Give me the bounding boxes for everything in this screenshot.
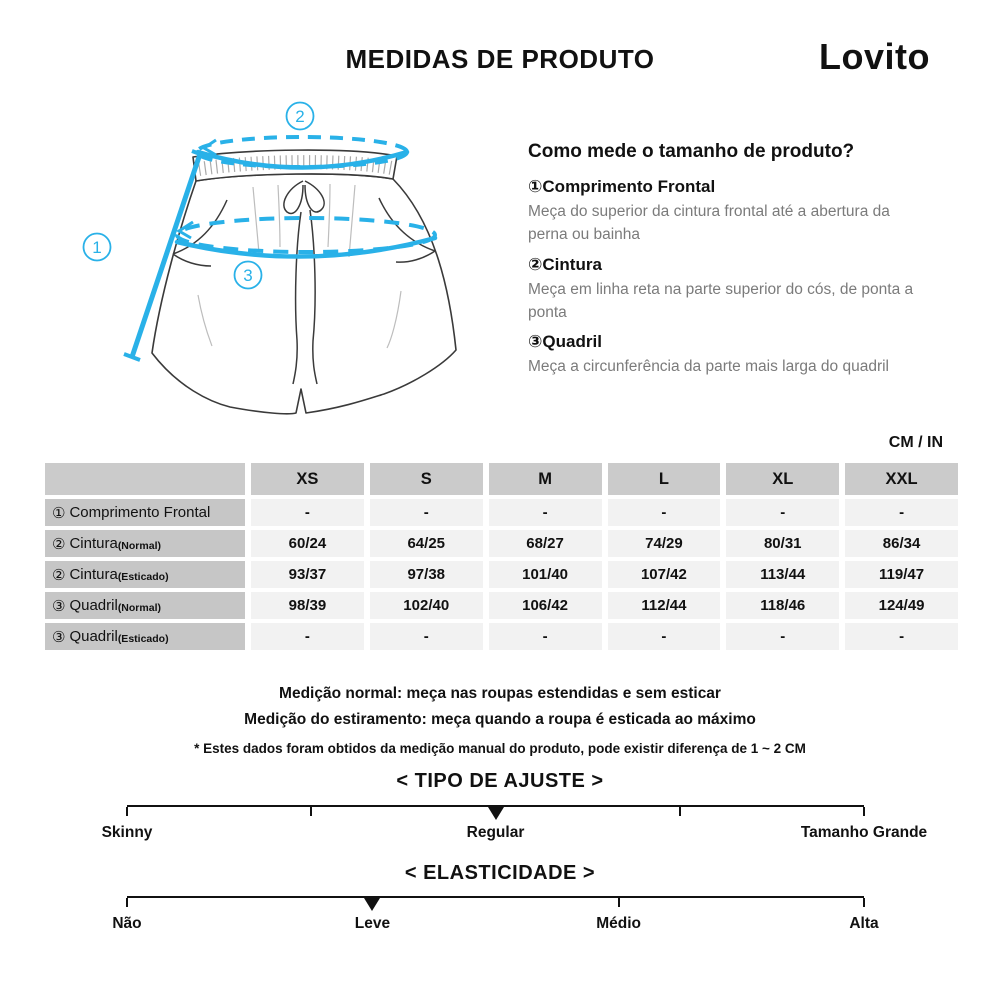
scale-tick bbox=[863, 898, 865, 907]
scale-tick bbox=[310, 807, 312, 816]
note-normal: Medição normal: meça nas roupas estendidas e sem esticar bbox=[279, 685, 721, 702]
table-cell: 107/42 bbox=[608, 561, 721, 588]
circled-number: ① bbox=[528, 177, 543, 196]
scale-label: Skinny bbox=[101, 824, 153, 841]
column-header: L bbox=[608, 463, 721, 495]
table-cell: - bbox=[251, 623, 364, 650]
table-cell: 112/44 bbox=[608, 592, 721, 619]
table-cell: - bbox=[489, 623, 602, 650]
note-disclaimer: * Estes dados foram obtidos da medição manual do produto, pode existir diferença de 1 ~ 2 CM bbox=[194, 741, 806, 757]
table-cell: - bbox=[489, 499, 602, 526]
guide-item-comprimento bbox=[528, 177, 930, 247]
row-label: ① Comprimento Frontal bbox=[45, 499, 245, 526]
guide-heading: Como mede o tamanho de produto? bbox=[528, 141, 855, 162]
table-cell: - bbox=[370, 623, 483, 650]
scale-label: Alta bbox=[849, 915, 879, 932]
guide-item-title: ②Cintura bbox=[528, 254, 602, 274]
fit-scale-line bbox=[127, 805, 864, 817]
table-cell: 98/39 bbox=[251, 592, 364, 619]
table-cell: 60/24 bbox=[251, 530, 364, 557]
svg-text:1: 1 bbox=[92, 238, 102, 257]
measure-guide bbox=[528, 141, 930, 378]
guide-item-quadril bbox=[528, 332, 930, 378]
table-cell: - bbox=[845, 499, 958, 526]
table-cell: 97/38 bbox=[370, 561, 483, 588]
table-cell: - bbox=[726, 623, 839, 650]
column-header: XS bbox=[251, 463, 364, 495]
shorts-outline bbox=[152, 150, 456, 414]
scale-tick bbox=[679, 807, 681, 816]
table-cell: - bbox=[608, 499, 721, 526]
table-cell: - bbox=[845, 623, 958, 650]
callout-2 bbox=[287, 103, 314, 130]
elasticity-scale-line bbox=[127, 896, 864, 908]
scale-label: Médio bbox=[596, 915, 641, 932]
row-label: ② Cintura (Esticado) bbox=[45, 561, 245, 588]
column-header: XXL bbox=[845, 463, 958, 495]
callout-1 bbox=[84, 234, 111, 261]
guide-item-cintura bbox=[528, 255, 930, 325]
row-label: ③ Quadril (Normal) bbox=[45, 592, 245, 619]
scale-label: Tamanho Grande bbox=[800, 824, 928, 841]
table-cell: 119/47 bbox=[845, 561, 958, 588]
shorts-measurement-diagram bbox=[60, 95, 500, 425]
table-cell: 118/46 bbox=[726, 592, 839, 619]
fit-scale-marker bbox=[488, 807, 504, 820]
table-cell: 124/49 bbox=[845, 592, 958, 619]
svg-text:2: 2 bbox=[295, 107, 305, 126]
scale-tick bbox=[126, 898, 128, 907]
guide-item-desc: Meça a circunferência da parte mais larga do quadril bbox=[528, 358, 889, 375]
table-cell: 93/37 bbox=[251, 561, 364, 588]
table-cell: 80/31 bbox=[726, 530, 839, 557]
elasticity-scale-labels bbox=[112, 915, 879, 935]
scale-label: Leve bbox=[354, 915, 391, 932]
table-cell: 113/44 bbox=[726, 561, 839, 588]
elasticity-scale-heading: < ELASTICIDADE > bbox=[404, 862, 596, 884]
table-cell: - bbox=[370, 499, 483, 526]
scale-tick bbox=[863, 807, 865, 816]
fit-scale-heading: < TIPO DE AJUSTE > bbox=[396, 770, 604, 792]
fit-scale-labels bbox=[101, 824, 928, 844]
guide-item-desc: Meça do superior da cintura frontal até a abertura da perna ou bainha bbox=[528, 203, 890, 244]
brand-logo: Lovito bbox=[819, 36, 930, 77]
elasticity-scale-marker bbox=[364, 898, 380, 911]
table-cell: 68/27 bbox=[489, 530, 602, 557]
column-header: M bbox=[489, 463, 602, 495]
size-table bbox=[45, 463, 958, 650]
table-cell: - bbox=[251, 499, 364, 526]
table-cell: 64/25 bbox=[370, 530, 483, 557]
scale-label: Não bbox=[112, 915, 142, 932]
unit-label: CM / IN bbox=[888, 434, 943, 451]
table-cell: - bbox=[608, 623, 721, 650]
column-header: S bbox=[370, 463, 483, 495]
circled-number: ② bbox=[528, 254, 543, 274]
row-label: ② Cintura (Normal) bbox=[45, 530, 245, 557]
row-label: ③ Quadril (Esticado) bbox=[45, 623, 245, 650]
scale-label: Regular bbox=[466, 824, 525, 841]
table-cell: 86/34 bbox=[845, 530, 958, 557]
note-stretch: Medição do estiramento: meça quando a roupa é esticada ao máximo bbox=[244, 710, 756, 728]
svg-text:3: 3 bbox=[243, 266, 253, 285]
guide-item-title: ③Quadril bbox=[528, 332, 602, 351]
table-cell: 101/40 bbox=[489, 561, 602, 588]
table-corner-cell bbox=[45, 463, 245, 495]
guide-item-title: ①Comprimento Frontal bbox=[528, 177, 716, 196]
scale-tick bbox=[126, 807, 128, 816]
table-cell: - bbox=[726, 499, 839, 526]
circled-number: ③ bbox=[528, 332, 543, 351]
scale-tick bbox=[618, 898, 620, 907]
page-title: MEDIDAS DE PRODUTO bbox=[345, 44, 655, 74]
table-cell: 106/42 bbox=[489, 592, 602, 619]
measurement-notes bbox=[0, 681, 1000, 756]
column-header: XL bbox=[726, 463, 839, 495]
guide-item-desc: Meça em linha reta na parte superior do cós, de ponta a ponta bbox=[528, 280, 914, 321]
table-cell: 74/29 bbox=[608, 530, 721, 557]
table-cell: 102/40 bbox=[370, 592, 483, 619]
